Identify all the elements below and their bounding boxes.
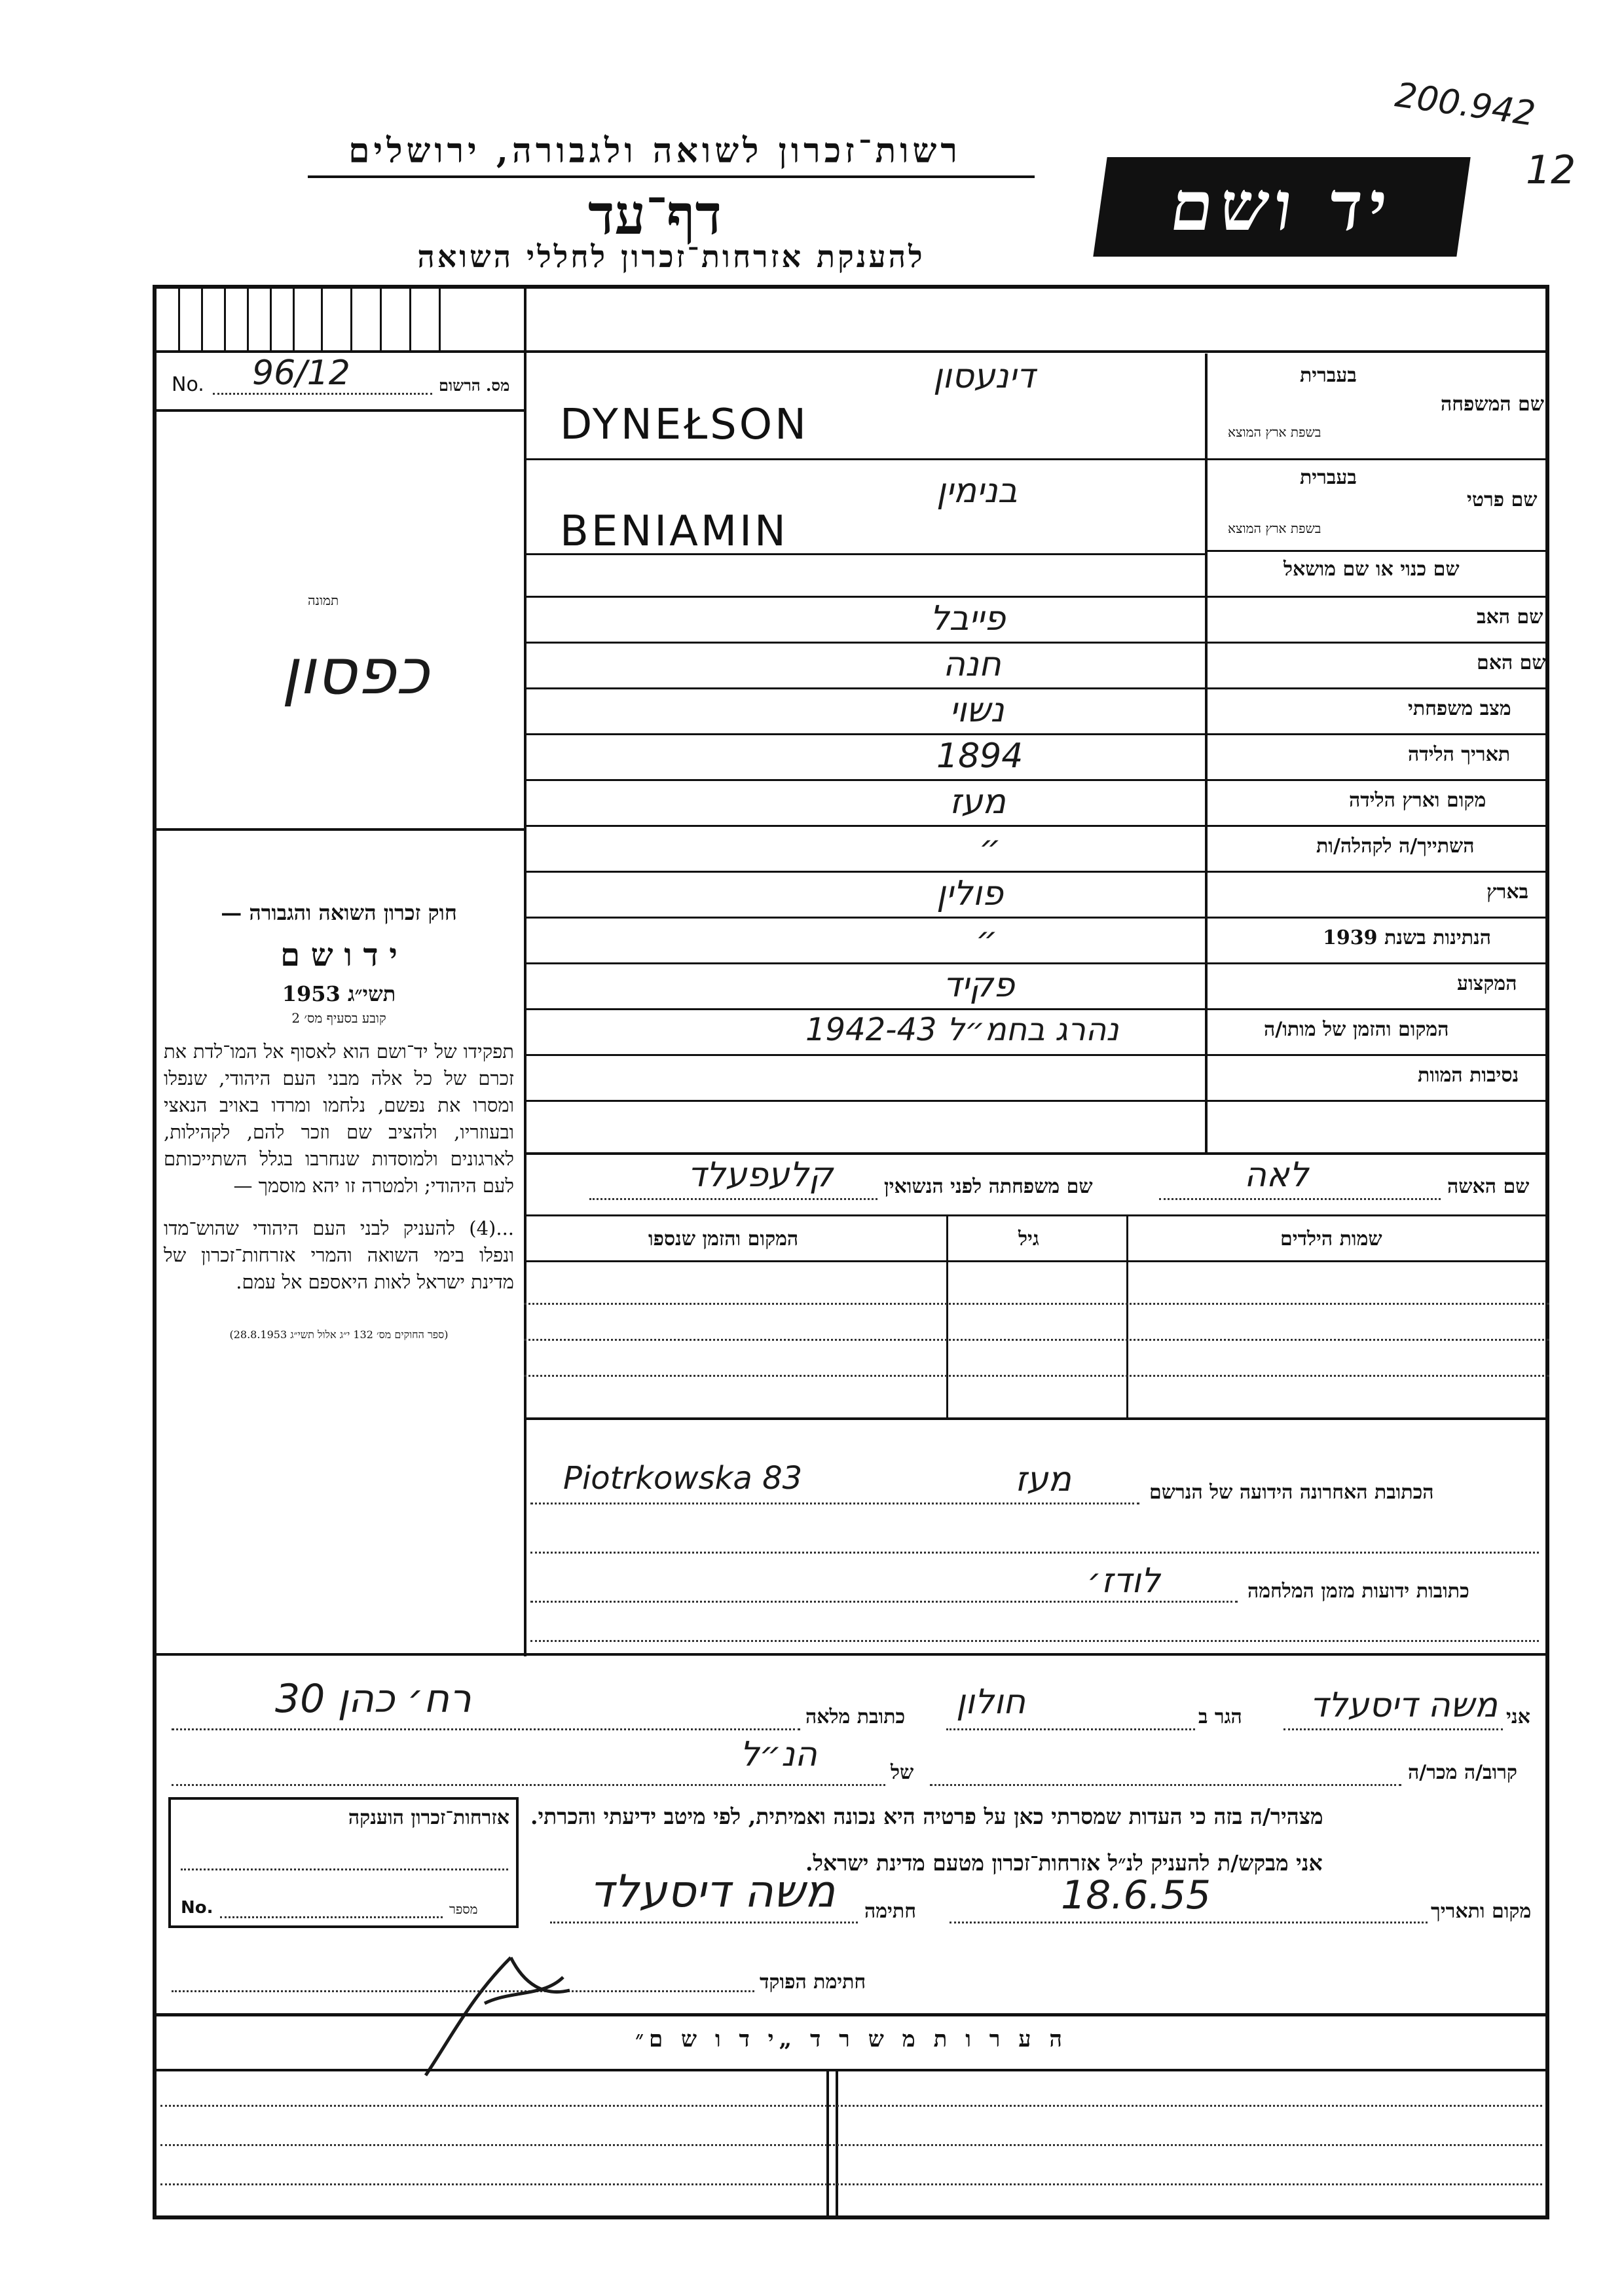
law-paragraph-2: ...(4) להעניק לבני העם היהודי שהוש־מדו ונפלו בימי השואה והמרי אזרחות־זכרון של מדינת ישראל לאות היאספם אל עמם. (164, 1217, 514, 1293)
declarant-name: משה דיסעלד (1310, 1686, 1498, 1725)
citizenship-1939: ״ (976, 920, 998, 959)
authority-underline (308, 175, 1035, 178)
law-section (164, 900, 514, 1341)
authority-line: רשות־זכרון לשואה ולגבורה, ירושלים (348, 131, 961, 171)
origin-language-label-2: בשפת ארץ המוצא (1228, 520, 1321, 536)
last-address-street: Piotrkowska 83 (563, 1460, 803, 1497)
supervisor-signature (413, 1918, 583, 2088)
photo-label: תמונה (308, 592, 339, 608)
family-name-label: שם המשפחה (1441, 393, 1545, 416)
declaration-statement: מצהיר/ה בזה כי העדות שמסרתי כאן על פרטיה היא נכונה ואמיתית, לפי מיטב ידיעתי והכרתי. (530, 1804, 1323, 1829)
signature-label: חתימה (864, 1900, 916, 1923)
birth-date-label: תאריך הלידה (1408, 743, 1511, 766)
law-reference: (ספר החוקים מס׳ 132 י״ג אלול תשי״ג 28.8.1953) (229, 1328, 449, 1341)
mother-name: חנה (943, 645, 1001, 684)
war-address: לודז׳ (1087, 1561, 1160, 1601)
birth-place: מעז (950, 782, 1006, 822)
profession: פקיד (943, 966, 1015, 1005)
yad-vashem-logo: יד ושם (1093, 157, 1470, 257)
children-age-header: גיל (1018, 1228, 1039, 1250)
profession-label: המקצוע (1457, 972, 1517, 995)
office-notes-title: ה ע ר ו ת מ ש ר ד „י ד ו ש ם״ (635, 2026, 1067, 2052)
declarant-signature: משה דיסעלד (589, 1866, 836, 1918)
declarant-label: אני (1506, 1705, 1530, 1728)
full-address-label: כתובת מלאה (805, 1705, 906, 1728)
last-address-city: מעז (1015, 1460, 1071, 1499)
father-label: שם האב (1477, 606, 1543, 629)
citizenship-number-label: מספר (449, 1901, 478, 1917)
resides-label: הגר ב (1198, 1705, 1242, 1728)
law-title: חוק זכרון השואה והגבורה — (221, 900, 457, 925)
marital-status: נשוי (950, 691, 1005, 730)
father-name: פייבל (930, 599, 1006, 638)
citizenship-granted-title: אזרחות־זכרון הוענקה (348, 1806, 509, 1829)
of-label: של (891, 1761, 914, 1784)
registration-number: 96/12 (252, 354, 350, 393)
death-cause-label: נסיבות המוות (1418, 1064, 1519, 1087)
maiden-name-label: שם משפחתה לפני הנשואין (884, 1175, 1093, 1198)
resides-city: חולון (956, 1683, 1026, 1722)
family-name-hebrew: דינעסון (933, 357, 1035, 396)
wife-name: לאה (1244, 1156, 1309, 1195)
nickname-label: שם כנוי או שם מושאל (1283, 558, 1460, 581)
place-date: 18.6.55 (1061, 1872, 1211, 1918)
wife-label: שם האשה (1447, 1175, 1530, 1198)
law-name: י ד ו ש ם (280, 937, 397, 974)
death-place-time: נהרג בחמ״ל 1942-43 (805, 1011, 1119, 1048)
birth-date: 1894 (936, 737, 1024, 776)
in-hebrew-label-2: בעברית (1300, 466, 1357, 489)
registration-label: מס. הרשום (439, 376, 510, 395)
community-label: השתייך/ה לקהלה/ות (1316, 835, 1475, 858)
country-label: בארץ (1486, 881, 1529, 903)
place-date-label: מקום ותאריך (1431, 1900, 1532, 1923)
wife-maiden-name: קלעפעלד (688, 1156, 833, 1195)
document-subtitle: להענקת אזרחות־זכרון לחללי השואה (417, 239, 925, 274)
first-name-origin: BENIAMIN (560, 507, 788, 556)
law-clause: קובע בסעיף מס׳ 2 (291, 1010, 386, 1026)
archive-number: 200.942 (1392, 75, 1538, 134)
war-address-label: כתובות ידועות מזמן המלחמה (1247, 1580, 1469, 1603)
citizenship-no-label: No. (181, 1898, 213, 1918)
death-place-label: המקום והזמן של מותו/ה (1264, 1018, 1449, 1041)
supervisor-signature-label: חתימת הפוקד (760, 1971, 866, 1994)
full-address: רח׳ כהן 30 (275, 1676, 471, 1722)
citizenship-request: אני מבקש/ת להעניק לנ״ל אזרחות־זכרון מטעם מדינת ישראל. (805, 1850, 1323, 1876)
corner-mark: 12 (1526, 147, 1576, 193)
relative-of: הנ״ל (740, 1735, 817, 1774)
relative-label: קרוב/ה מכר/ה (1408, 1761, 1517, 1784)
document-title: דף־עד (587, 182, 722, 247)
country: פולין (936, 874, 1003, 913)
origin-language-label-1: בשפת ארץ המוצא (1228, 424, 1321, 440)
first-name-hebrew: בנימין (936, 471, 1018, 511)
citizenship-granted-box (168, 1797, 519, 1928)
mother-label: שם האם (1477, 651, 1546, 674)
children-death-header: המקום והזמן שנספו (648, 1228, 799, 1250)
registration-no-label: No. (172, 373, 204, 396)
last-address-label: הכתובת האחרונה הידועה של הנרשם (1149, 1481, 1434, 1504)
photo-note: כפסון (282, 635, 430, 708)
law-paragraph-1: תפקידו של יד־ושם הוא לאסוף אל המו־לדת את זכרם של כל אלה מבני העם היהודי, שנפלו ומסרו את נפשם, נלחמו ומרדו באויב הנאצי ובעוזריו, ולהציב שם וזכר להם, לקהילות, לארגונים ולמוסדות שנחרבו בגלל השתייכותם לעם היהודי; ולמטרה זו יהא מוסמך — (164, 1040, 514, 1197)
birth-place-label: מקום וארץ הלידה (1349, 789, 1486, 812)
children-names-header: שמות הילדים (1280, 1228, 1382, 1250)
community: ״ (979, 828, 1001, 867)
family-name-origin: DYNEŁSON (560, 401, 809, 449)
marital-status-label: מצב משפחתי (1408, 697, 1511, 720)
law-year: תשי״ג 1953 (282, 981, 396, 1006)
first-name-label: שם פרטי (1467, 488, 1538, 511)
in-hebrew-label-1: בעברית (1300, 364, 1357, 387)
citizenship-1939-label: הנתינות בשנת 1939 (1323, 926, 1492, 949)
